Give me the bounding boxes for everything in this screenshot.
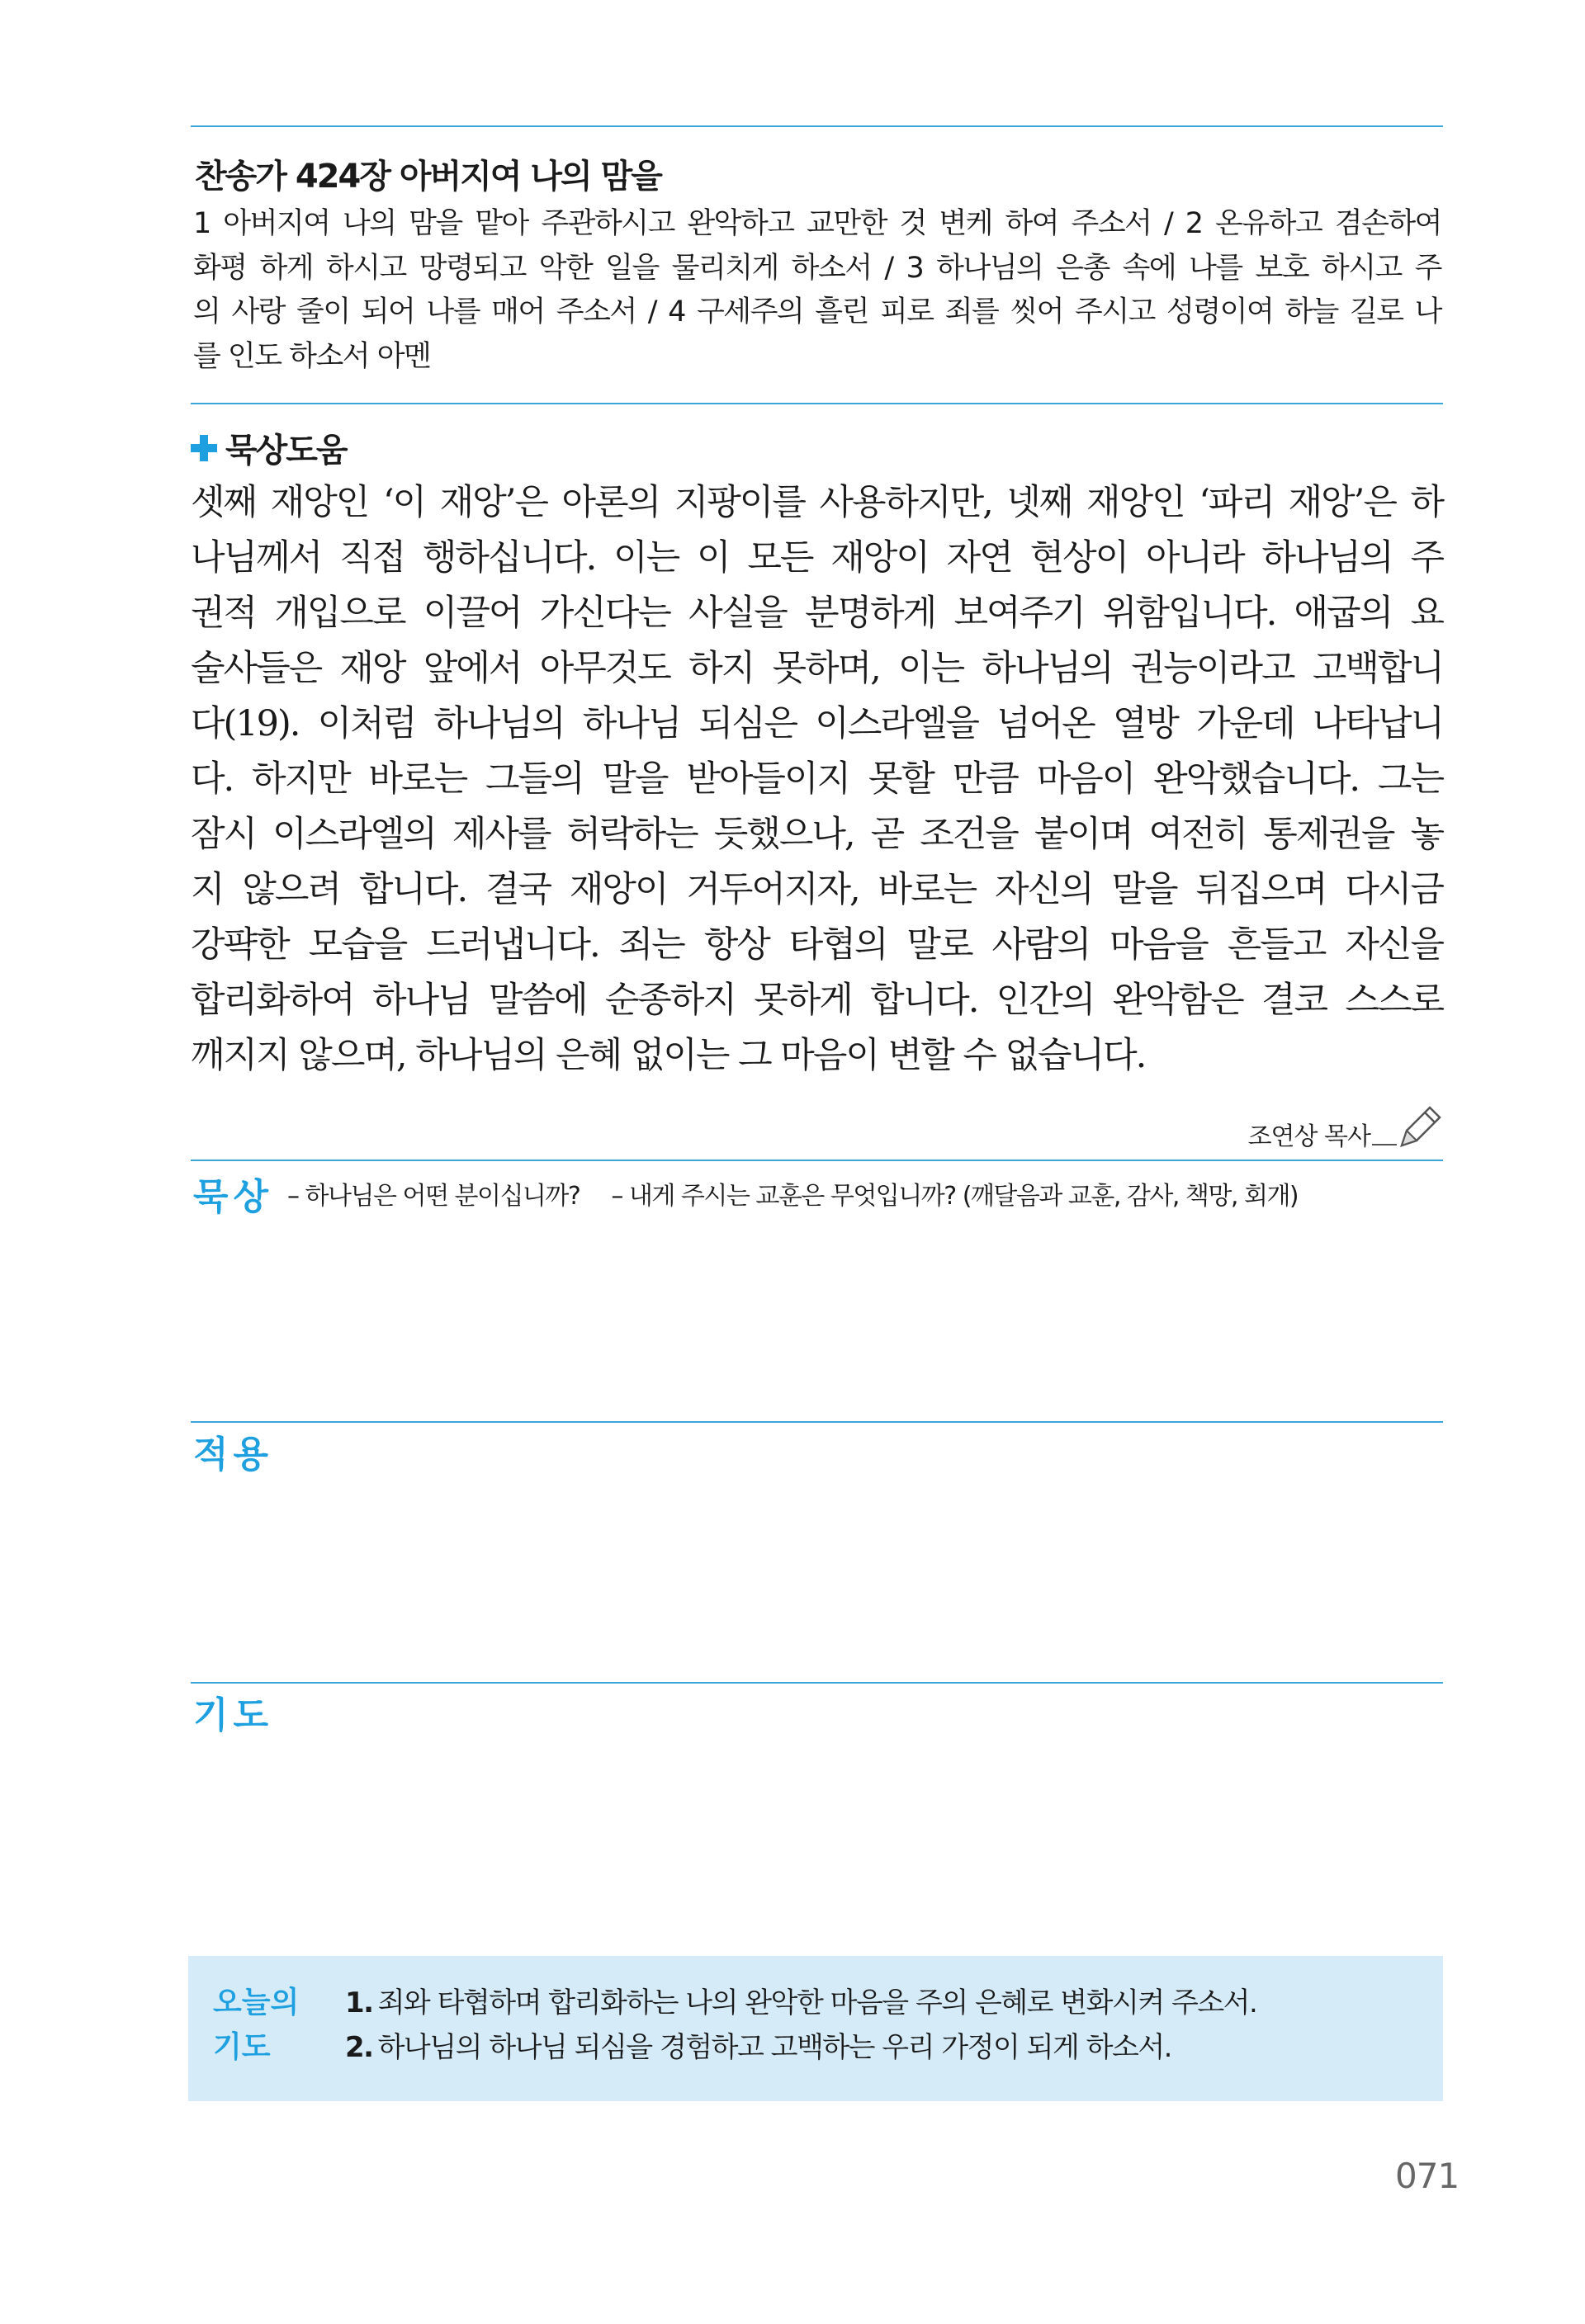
question: – 하나님은 어떤 분이십니까?: [287, 1182, 580, 1211]
lyrics-line: 1 아버지여 나의 맘을 맡아 주관하시고 완악하고 교만한 것 변케 하여 주소서 / 2 온유하고 겸손하여: [193, 207, 1441, 240]
prayer-label: 기도: [193, 1694, 274, 1736]
todays-prayer-label: [213, 1981, 304, 2070]
prayer-item: [345, 2025, 1256, 2070]
item-number: 1.: [345, 1986, 373, 2019]
todays-prayer-box: [188, 1956, 1443, 2101]
pencil-icon: [1397, 1103, 1443, 1152]
item-text: 하나님의 하나님 되심을 경험하고 고백하는 우리 가정이 되게 하소서.: [377, 2031, 1171, 2064]
meditation-help-title: 묵상도움: [225, 432, 347, 470]
body-line: 강퍅한 모습을 드러냅니다. 죄는 항상 타협의 말로 사람의 마음을 흔들고 자신을: [191, 924, 1443, 966]
author-name: 조연상 목사: [1247, 1122, 1370, 1151]
body-line: 합리화하여 하나님 말씀에 순종하지 못하게 합니다. 인간의 완악함은 결코 스스로: [191, 980, 1443, 1021]
meditation-body: [191, 475, 1443, 1084]
body-line: 지 않으려 합니다. 결국 재앙이 거두어지자, 바로는 자신의 말을 뒤집으며 다시금: [191, 869, 1443, 910]
application-label: 적용: [193, 1434, 274, 1476]
item-text: 죄와 타협하며 합리화하는 나의 완악한 마음을 주의 은혜로 변화시켜 주소서.: [377, 1986, 1257, 2019]
application-divider: [191, 1421, 1443, 1423]
hymn-divider: [191, 403, 1443, 404]
question: – 내게 주시는 교훈은 무엇입니까? (깨달음과 교훈, 감사, 책망, 회개): [611, 1182, 1299, 1211]
item-number: 2.: [345, 2031, 373, 2064]
prayer-item: [345, 1981, 1256, 2025]
hymn-title: 찬송가 424장 아버지여 나의 맘을: [195, 158, 661, 196]
body-line: 다(19). 이처럼 하나님의 하나님 되심은 이스라엘을 넘어온 열방 가운데 나타납니: [191, 703, 1443, 744]
author-signature: [1248, 1103, 1443, 1152]
meditation-help-heading: [191, 424, 347, 471]
prayer-items: [345, 1981, 1256, 2070]
top-divider: [191, 125, 1443, 127]
lyrics-line: 화평 하게 하시고 망령되고 악한 일을 물리치게 하소서 / 3 하나님의 은총 속에 나를 보호 하시고 주: [193, 251, 1441, 285]
body-line: 다. 하지만 바로는 그들의 말을 받아들이지 못할 만큼 마음이 완악했습니다. 그는: [191, 758, 1443, 800]
label-line: 기도: [213, 2030, 271, 2064]
label-line: 오늘의: [213, 1986, 300, 2019]
meditation-questions: [287, 1175, 1322, 1212]
page-number: 071: [1395, 2156, 1460, 2196]
plus-icon: [191, 435, 217, 461]
meditation-divider: [191, 1160, 1443, 1161]
body-line: 셋째 재앙인 ‘이 재앙’은 아론의 지팡이를 사용하지만, 넷째 재앙인 ‘파리 재앙’은 하: [191, 482, 1443, 523]
meditation-label: 묵상: [193, 1176, 274, 1218]
body-line: 권적 개입으로 이끌어 가신다는 사실을 분명하게 보여주기 위함입니다. 애굽의 요: [191, 593, 1443, 634]
body-line: 잠시 이스라엘의 제사를 허락하는 듯했으나, 곧 조건을 붙이며 여전히 통제권을 놓: [191, 814, 1443, 855]
lyrics-line: 의 사랑 줄이 되어 나를 매어 주소서 / 4 구세주의 흘린 피로 죄를 씻어 주시고 성령이여 하늘 길로 나: [193, 295, 1441, 328]
signature-underline: [1372, 1144, 1397, 1145]
prayer-divider: [191, 1682, 1443, 1684]
hymn-lyrics: [193, 202, 1441, 379]
body-line: 깨지지 않으며, 하나님의 은혜 없이는 그 마음이 변할 수 없습니다.: [191, 1035, 1146, 1076]
body-line: 나님께서 직접 행하십니다. 이는 이 모든 재앙이 자연 현상이 아니라 하나님의 주: [191, 537, 1443, 579]
body-line: 술사들은 재앙 앞에서 아무것도 하지 못하며, 이는 하나님의 권능이라고 고백합니: [191, 648, 1443, 689]
lyrics-line: 를 인도 하소서 아멘: [193, 339, 431, 373]
